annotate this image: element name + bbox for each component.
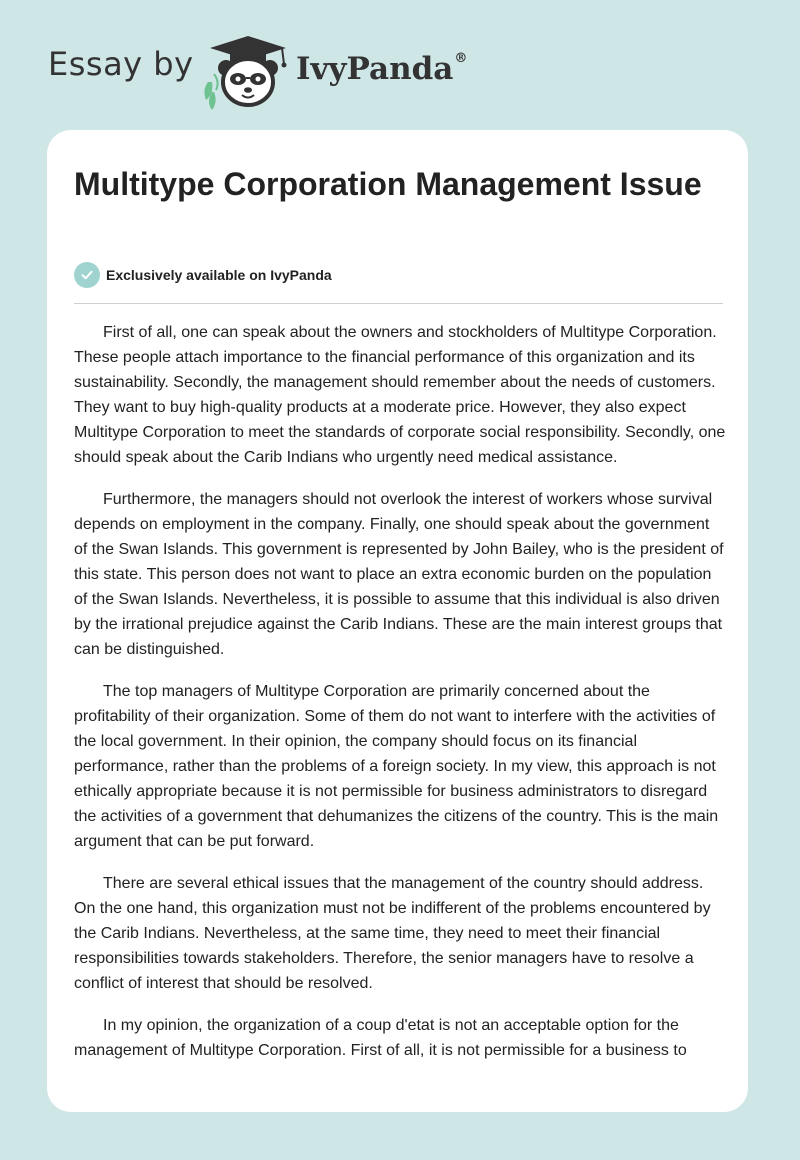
site-header [0, 0, 800, 120]
essay-body [74, 320, 726, 1080]
paragraph: There are several ethical issues that the management of the country should address. On the one hand, this organization must not be indifferent of the problems encountered by the Carib Indians. Nevertheless, at the same time, they need to meet their financial responsibilities towards stakeholders. Therefore, the senior managers have to resolve a conflict of interest that should be resolved. [74, 875, 711, 992]
panda-graduate-icon [200, 30, 295, 110]
paragraph: The top managers of Multitype Corporation are primarily concerned about the profitability of their organization. Some of them do not want to interfere with the activities of the local government. In their opinion, the company should focus on its financial performance, rather than the problems of a foreign society. In my view, this approach is not ethically appropriate because it is not permissible for business administrators to disregard the activities of a government that dehumanizes the citizens of the country. This is the main argument that can be put forward. [74, 683, 719, 850]
essay-by-label: Essay by [48, 45, 194, 83]
exclusive-badge [74, 262, 332, 288]
divider [74, 303, 723, 304]
paragraph: Furthermore, the managers should not overlook the interest of workers whose survival depends on employment in the company. Finally, one should speak about the government of the Swan Islands. This government is represented by John Bailey, who is the president of this state. This person does not want to place an extra economic burden on the population of the Swan Islands. Nevertheless, it is possible to assume that this individual is also driven by the irrational prejudice against the Carib Indians. These are the main interest groups that can be distinguished. [74, 491, 724, 658]
registered-mark: ® [454, 51, 468, 66]
badge-label: Exclusively available on IvyPanda [106, 267, 332, 283]
brand-name[interactable] [296, 51, 468, 87]
check-icon [74, 262, 100, 288]
paragraph: First of all, one can speak about the owners and stockholders of Multitype Corporation. These people attach importance to the financial performance of this organization and its sustainability. Secondly, the management should remember about the needs of customers. They want to buy high-quality products at a moderate price. However, they also expect Multitype Corporation to meet the standards of corporate social responsibility. Secondly, one should speak about the Carib Indians who urgently need medical assistance. [74, 324, 726, 466]
page-title: Multitype Corporation Management Issue [74, 166, 702, 202]
paragraph: In my opinion, the organization of a coup d'etat is not an acceptable option for the management of Multitype Corporation. First of all, it is not permissible for a business to [74, 1017, 687, 1059]
brand-name-text: IvyPanda [296, 51, 454, 87]
essay-card [47, 130, 748, 1112]
